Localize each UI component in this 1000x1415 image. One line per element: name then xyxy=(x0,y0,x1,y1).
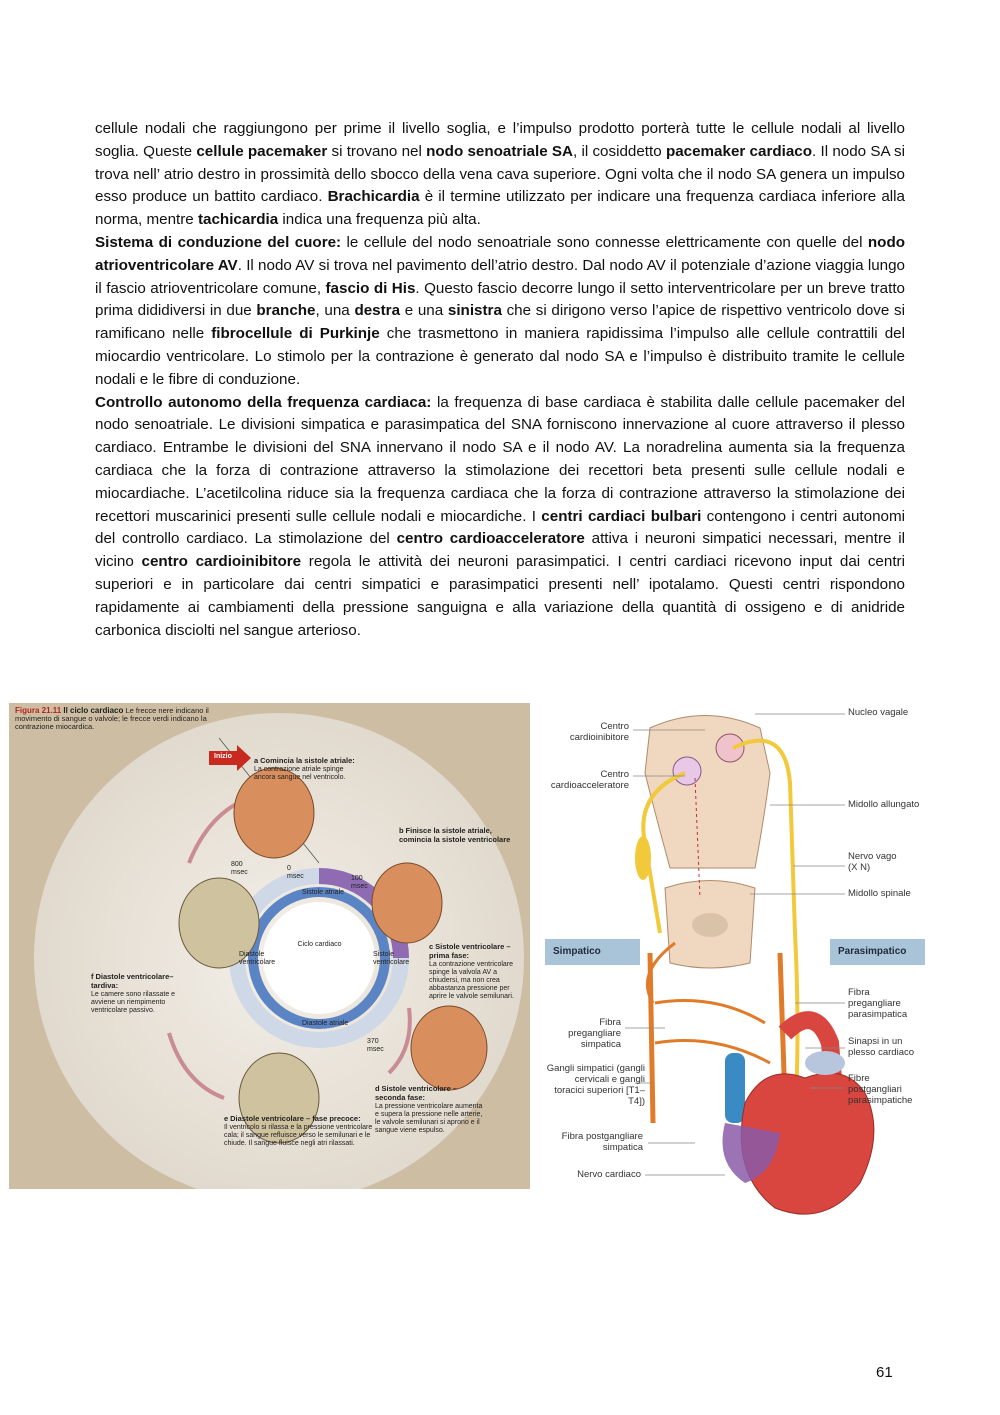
label-sinapsi-plesso-cardiaco: Sinapsi in un plesso cardiaco xyxy=(848,1036,915,1058)
bold-term: fibrocellule di Purkinje xyxy=(211,325,380,343)
bold-term: tachicardia xyxy=(197,211,279,229)
body-text xyxy=(95,118,905,642)
bold-term: cellule pacemaker xyxy=(196,142,328,160)
bold-term: sinistra xyxy=(447,302,502,320)
time-100: 100 msec xyxy=(351,875,368,890)
cycle-center-label: Ciclo cardiaco xyxy=(297,941,342,948)
bold-term: centro cardioinibitore xyxy=(141,553,302,571)
text-run: cellule nodali che raggiungono per prime il livello soglia, e l’impulso prodotto porterà tutte le cellule nodali al livello soglia. Queste xyxy=(95,120,905,160)
figure-cardiac-cycle xyxy=(9,703,530,1189)
text-run: attiva i neuroni simpatici necessari, mentre il vicino xyxy=(95,530,905,571)
paragraph-pacemaker xyxy=(95,118,905,232)
figure-number: Figura 21.11 xyxy=(15,706,62,715)
text-run: . Il nodo AV si trova nel pavimento dell’atrio destro. Dal nodo AV il potenziale d’azione viaggia lungo il fascio atrioventricolare comune, xyxy=(95,256,905,297)
label-centro-cardioacceleratore: Centro cardioacceleratore xyxy=(550,769,629,791)
figure-cardiac-innervation xyxy=(545,703,925,1225)
text-run: contengono i centri autonomi del controllo cardiaco. La stimolazione del xyxy=(95,507,905,548)
figure-title: Il ciclo cardiaco xyxy=(63,706,124,715)
text-run: la frequenza di base cardiaca è stabilita dalle cellule pacemaker del nodo senoatriale. Le divisioni simpatica e parasimpatica del SNA forniscono innervazione al cuore attraverso il plesso cardiaco. Entrambe le divisioni del SNA innervano il nodo SA e il nodo AV. La noradrelina aumenta sia la frequenza cardiaca che la forza di contrazione attraverso la stimolazione dei recettori beta presenti sulle cellule nodali e miocardiache. L’acetilcolina riduce sia la frequenza cardiaca che la forza di contrazione attraverso la stimolazione dei recettori muscarinici presenti sulle cellule nodali e miocardiche. I xyxy=(95,393,906,525)
time-800: 800 msec xyxy=(231,861,248,876)
bold-term: destra xyxy=(354,302,401,320)
bold-term: pacemaker cardiaco xyxy=(665,142,813,160)
text-run: indica una frequenza più alta. xyxy=(278,211,481,229)
label-centro-cardioinibitore: Centro cardioinibitore xyxy=(569,721,629,743)
text-run: che si dirigono verso l’apice de rispettivo ventricolo dove si ramificano nelle xyxy=(95,302,906,343)
label-gangli-simpatici: Gangli simpatici (gangli cervicali e gangli toracici superiori [T1–T4]) xyxy=(546,1063,645,1107)
phase-a: a Comincia la sistole atriale: La contrazione atriale spinge ancora sangue nel ventricolo. xyxy=(254,756,355,781)
ring-label-ventricular-diastole: Diastole ventricolare xyxy=(239,951,276,966)
paragraph-autonomic-control xyxy=(95,392,905,643)
band-parasympathetic: Parasimpatico xyxy=(830,939,925,965)
time-0: 0 msec xyxy=(287,865,304,880)
figure-caption-text: Le frecce nere indicano il movimento di sangue o valvole; le frecce verdi indicano la contrazione miocardica. xyxy=(15,706,209,731)
phase-b: b Finisce la sistole atriale, comincia la sistole ventricolare xyxy=(399,826,511,844)
text-run: le cellule del nodo senoatriale sono connesse elettricamente con quelle del xyxy=(341,233,868,251)
phase-e: e Diastole ventricolare – fase precoce: Il ventricolo si rilassa e la pressione ventricolare cala; il sangue refluisce verso le semilunari e le chiude. Il sangue fluisce negli atri rilassati. xyxy=(224,1114,373,1147)
band-sympathetic: Simpatico xyxy=(545,939,640,965)
bold-term: Brachicardia xyxy=(327,188,420,206)
time-370: 370 msec xyxy=(367,1038,384,1053)
bold-term: centro cardioacceleratore xyxy=(396,530,585,548)
text-run: e una xyxy=(400,302,448,320)
figure-left-caption xyxy=(15,707,215,731)
text-run: è il termine utilizzato per indicare una frequenza cardiaca inferiore alla norma, mentre xyxy=(95,188,905,229)
label-nervo-vago: Nervo vago (X N) xyxy=(848,851,897,873)
bold-term: Sistema di conduzione del cuore: xyxy=(95,233,342,251)
page-number: 61 xyxy=(876,1364,893,1381)
text-run: , una xyxy=(315,302,355,320)
phase-c: c Sistole ventricolare – prima fase: La contrazione ventricolare spinge la valvola AV a chiudersi, ma non crea abbastanza pressione per aprire le valvole semilunari. xyxy=(429,942,514,1000)
bold-term: Controllo autonomo della frequenza cardiaca: xyxy=(95,393,432,411)
text-run: che trasmettono in maniera rapidissima l’impulso alle cellule contrattili del miocardio ventricolare. Lo stimolo per la contrazione è generato dal nodo SA e l’impulso è distribuito tramite le cellule nodali e le fibre di conduzione. xyxy=(95,325,905,388)
label-nucleo-vagale: Nucleo vagale xyxy=(848,707,909,718)
bold-term: nodo atrioventricolare AV xyxy=(95,233,905,274)
label-fibre-postgangliari-parasimpatiche: Fibre postgangliari parasimpatiche xyxy=(848,1073,913,1106)
label-fibra-pregangliare-parasimpatica: Fibra pregangliare parasimpatica xyxy=(848,987,908,1020)
label-nervo-cardiaco: Nervo cardiaco xyxy=(577,1169,641,1180)
phase-f: f Diastole ventricolare–tardiva: Le camere sono rilassate e avviene un riempimento ventricolare passivo. xyxy=(91,972,176,1014)
label-midollo-allungato: Midollo allungato xyxy=(848,799,920,810)
bold-term: fascio di His xyxy=(325,279,416,297)
start-label: Inizio xyxy=(214,753,232,760)
text-run: . Questo fascio decorre lungo il setto interventricolare per un breve tratto prima dididiversi in due xyxy=(95,279,905,320)
label-fibra-postgangliare-simpatica: Fibra postgangliare simpatica xyxy=(561,1131,643,1153)
ring-label-ventricular-systole: Sistole ventricolare xyxy=(373,951,410,966)
text-run: . Il nodo SA si trova nell’ atrio destro in prossimità dello sbocco della vena cava superiore. Ogni volta che il nodo SA genera un impulso esso produce un battito cardiaco. xyxy=(95,142,905,206)
label-midollo-spinale: Midollo spinale xyxy=(848,888,911,899)
paragraph-conduction-system xyxy=(95,232,905,392)
phase-d: d Sistole ventricolare – seconda fase: La pressione ventricolare aumenta e supera la pressione nelle arterie, le valvole semilunari si aprono e il sangue viene espulso. xyxy=(375,1084,483,1134)
ring-label-atrial-diastole: Diastole atriale xyxy=(302,1020,349,1027)
bold-term: branche xyxy=(256,302,316,320)
text-run: , il cosiddetto xyxy=(573,142,666,160)
text-run: si trovano nel xyxy=(327,142,427,160)
bold-term: nodo senoatriale SA xyxy=(426,142,573,160)
bold-term: centri cardiaci bulbari xyxy=(541,507,702,525)
text-run: regola le attività dei neuroni parasimpatici. I centri cardiaci ricevono input dai centri superiori e in particolare dai centri simpatici e parasimpatici presenti nell’ ipotalamo. Questi centri rispondono rapidamente ai cambiamenti della pressione sanguigna e alla variazione della quantità di ossigeno e di anidride carbonica disciolti nel sangue arterioso. xyxy=(95,553,905,639)
label-fibra-pregangliare-simpatica: Fibra pregangliare simpatica xyxy=(568,1017,621,1050)
ring-label-atrial-systole: Sistole atriale xyxy=(302,889,345,896)
